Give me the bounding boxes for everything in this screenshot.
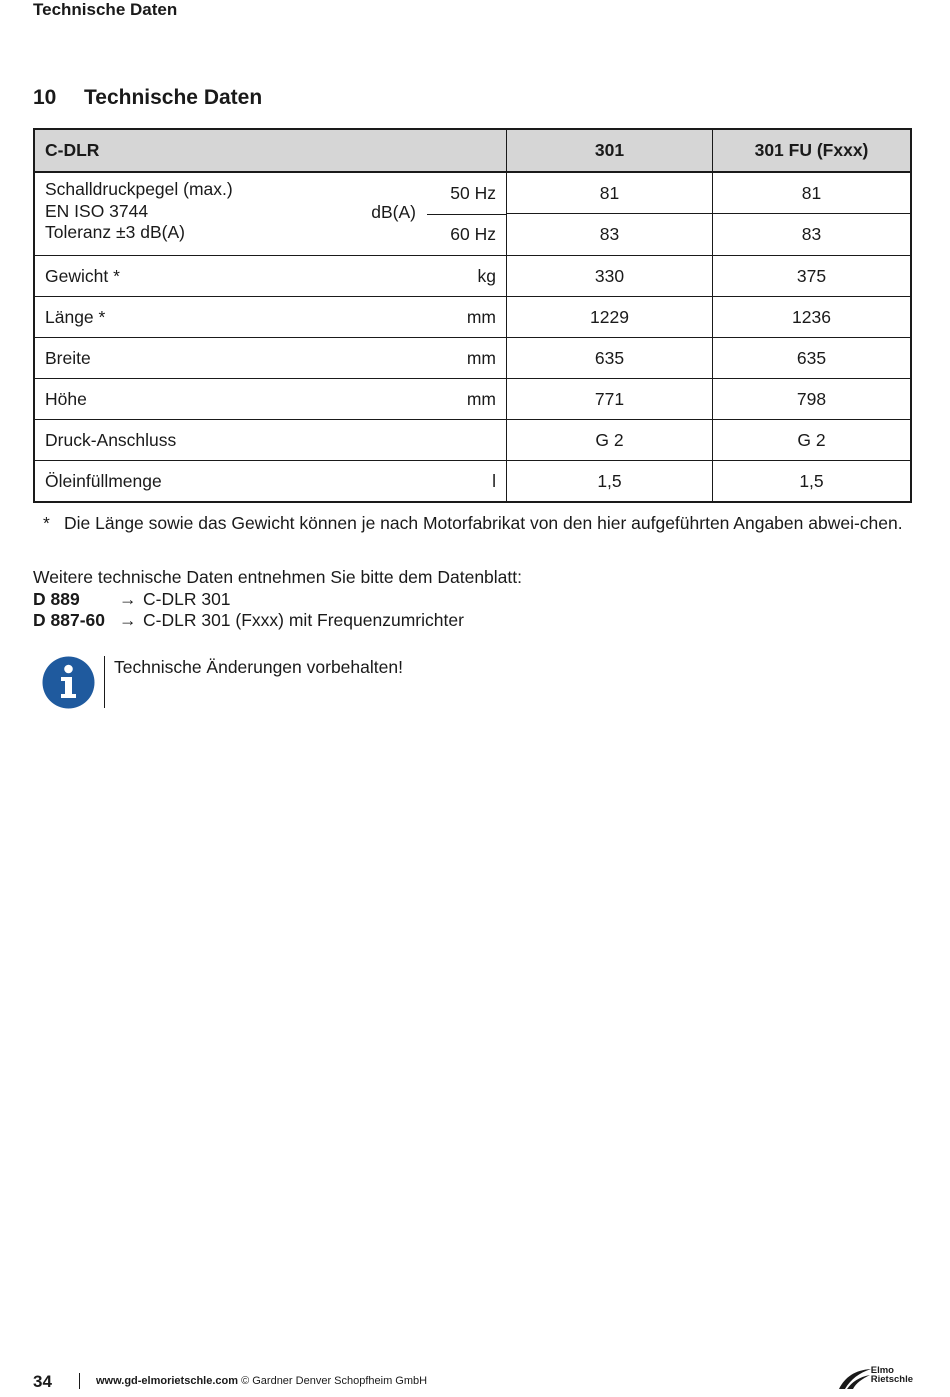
noise-row: [34, 172, 911, 256]
arrow-icon: →: [119, 610, 137, 630]
row-col2: 635: [713, 338, 912, 379]
further-data: [33, 567, 522, 632]
table-row: [34, 338, 911, 379]
logo-line: Rietschle: [870, 1374, 913, 1385]
noise-col1: [507, 172, 713, 256]
info-text: Technische Änderungen vorbehalten!: [114, 657, 403, 677]
noise-unit: dB(A): [371, 202, 416, 222]
row-col1: 771: [507, 379, 713, 420]
datasheet-ref: [33, 610, 522, 632]
table-row: [34, 256, 911, 297]
row-col2: 798: [713, 379, 912, 420]
further-intro: Weitere technische Daten entnehmen Sie bitte dem Datenblatt:: [33, 567, 522, 587]
noise-hz50: 50 Hz: [450, 183, 496, 203]
row-unit: mm: [300, 379, 507, 420]
page-number: 34: [33, 1372, 52, 1391]
noise-unit-cell: [300, 172, 507, 256]
row-col1: 1229: [507, 297, 713, 338]
footer-divider: [79, 1373, 80, 1389]
ref-desc: C-DLR 301 (Fxxx) mit Frequenzumrichter: [143, 610, 464, 630]
footer-copyright: © Gardner Denver Schopfheim GmbH: [241, 1375, 428, 1387]
row-label: Druck-Anschluss: [34, 420, 300, 461]
row-unit: l: [492, 470, 496, 491]
footer-text: [96, 1375, 427, 1387]
header-model: C-DLR: [34, 129, 300, 172]
header-unit: [300, 129, 507, 172]
noise-label-line: Toleranz ±3 dB(A): [45, 222, 185, 242]
noise-label-line: EN ISO 3744: [45, 200, 149, 221]
specs-table: [33, 128, 912, 503]
ref-desc: C-DLR 301: [143, 588, 231, 609]
noise-col2: [713, 172, 912, 256]
row-label: Öleinfüllmenge: [45, 470, 162, 491]
table-row: [34, 461, 911, 503]
logo-line: Elmo: [870, 1365, 894, 1376]
row-col1: G 2: [507, 420, 713, 461]
row-label: Höhe: [34, 379, 300, 420]
noise-divider: [427, 214, 506, 215]
row-col1: 1,5: [507, 461, 713, 503]
row-col1: 330: [507, 256, 713, 297]
row-col2: 375: [713, 256, 912, 297]
section-title-text: Technische Daten: [84, 86, 263, 109]
page-footer: [33, 1365, 913, 1394]
noise-col1-50: 81: [507, 173, 712, 214]
noise-col2-60: 83: [801, 224, 822, 244]
header-col2: 301 FU (Fxxx): [713, 129, 912, 172]
running-header: Technische Daten: [33, 0, 178, 19]
row-label: Breite: [34, 338, 300, 379]
noise-col1-60: 83: [599, 224, 620, 244]
section-number: 10: [33, 86, 57, 109]
noise-label-line: Schalldruckpegel (max.): [45, 179, 233, 199]
table-row: [34, 379, 911, 420]
section-title: [33, 86, 262, 110]
noise-hz60: 60 Hz: [450, 224, 496, 244]
noise-col2-50: 81: [713, 173, 910, 214]
table-row: [34, 420, 911, 461]
footnote-marker: *: [43, 513, 50, 533]
row-col2: 1236: [713, 297, 912, 338]
datasheet-ref: [33, 589, 522, 611]
arrow-icon: →: [119, 588, 137, 609]
row-col1: 635: [507, 338, 713, 379]
row-unit: [300, 420, 507, 461]
info-icon: [42, 656, 95, 709]
footer-url[interactable]: www.gd-elmorietschle.com: [96, 1375, 239, 1387]
footnote-text: Die Länge sowie das Gewicht können je nach Motorfabrikat von den hier aufgeführten Angaben abwei-chen.: [64, 513, 903, 533]
row-unit: kg: [300, 256, 507, 297]
ref-code: D 887-60: [33, 610, 105, 630]
table-row: [34, 297, 911, 338]
row-label: Gewicht *: [34, 256, 300, 297]
brand-logo: [837, 1367, 913, 1393]
noise-label: [34, 172, 300, 256]
info-divider: [104, 656, 105, 708]
row-unit: mm: [300, 297, 507, 338]
row-col2: G 2: [713, 420, 912, 461]
ref-code: D 889: [33, 588, 80, 609]
logo-swoosh-icon: [837, 1367, 873, 1391]
row-col2: 1,5: [713, 461, 912, 503]
table-header-row: [34, 129, 911, 172]
header-col1: 301: [507, 129, 713, 172]
row-label: Länge *: [34, 297, 300, 338]
row-unit: mm: [300, 338, 507, 379]
logo-text: [871, 1366, 913, 1384]
footnote: [43, 512, 903, 534]
